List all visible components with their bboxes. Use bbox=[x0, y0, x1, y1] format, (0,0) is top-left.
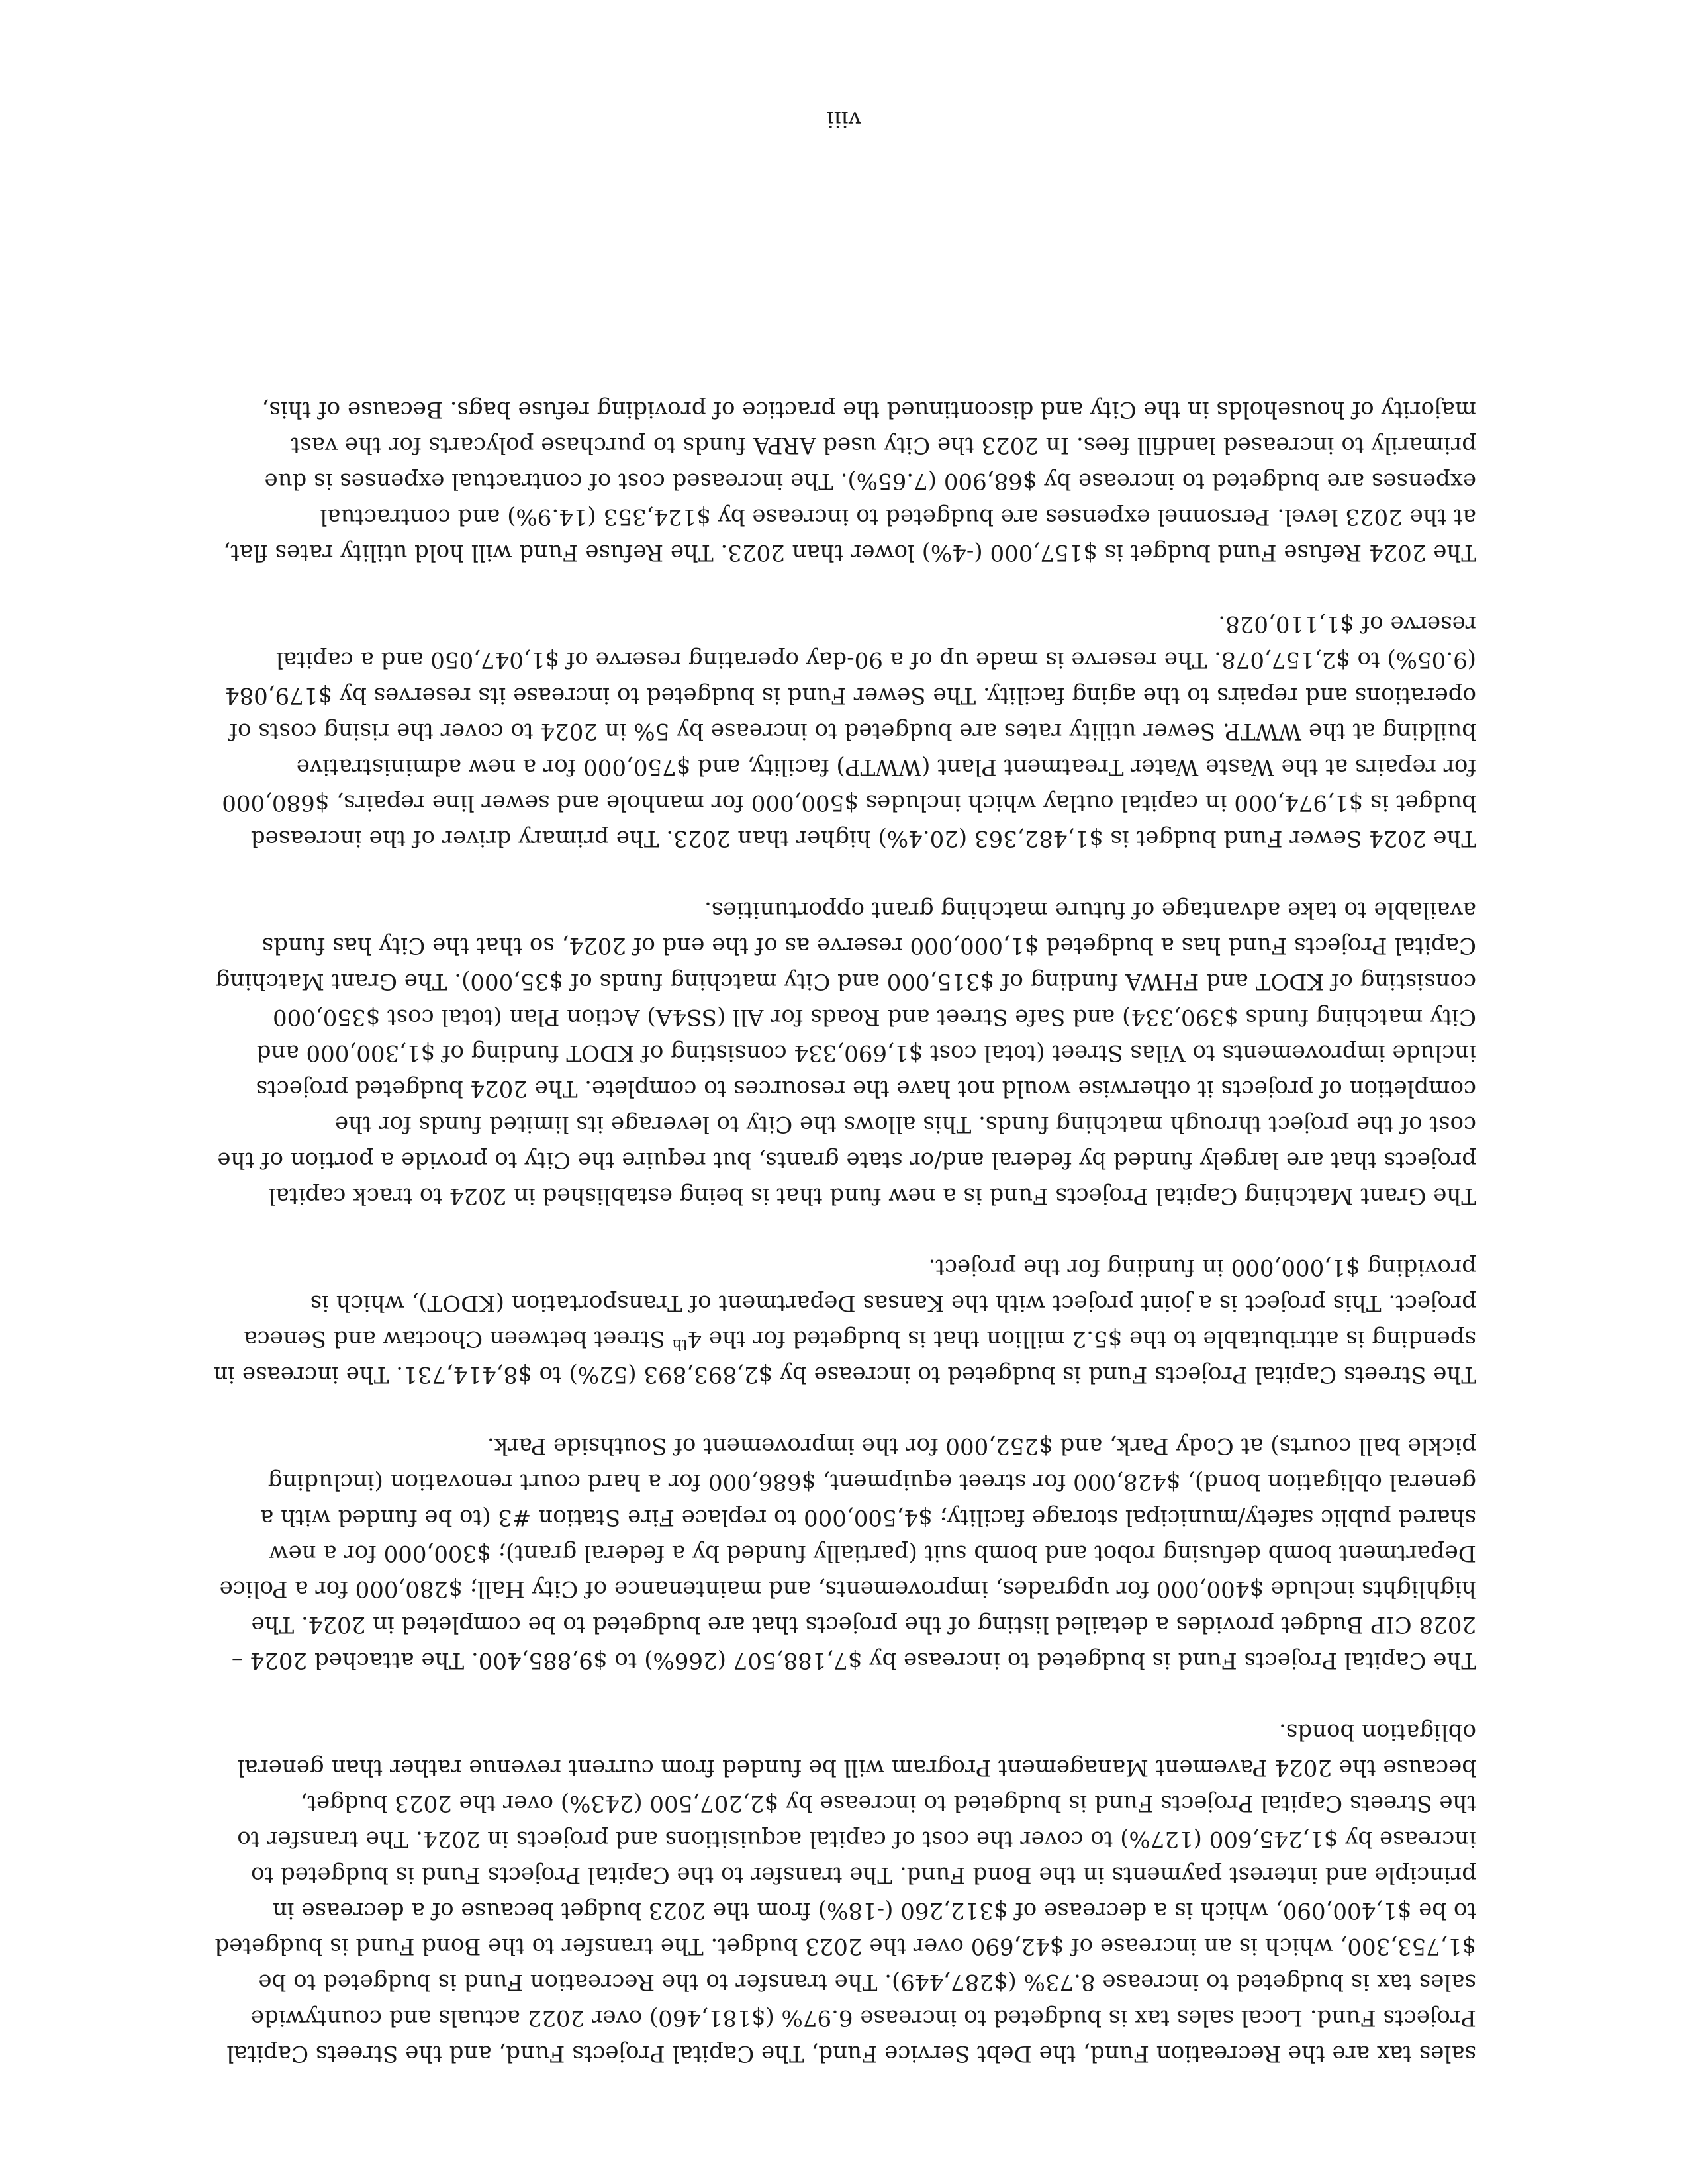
streets-ordinal-suffix: th bbox=[672, 1336, 688, 1353]
paragraph-sales-tax: sales tax are the Recreation Fund, the Debt Service Fund, The Capital Projects Fund, and the Streets Capital Projects Fund. Local sales tax is budgeted to increase 6.97% ($181,460) over 2022 actuals and countywide sales tax is budgeted to increase 8.73% ($287,449). The transfer to the Recreation Fund is budgeted to be $1,753,300, which is an increase of $42,690 over the 2023 budget. The transfer to the Bond Fund is budgeted to be $1,400,090, which is a decrease of $312,260 (-18%) from the 2023 budget because of a decrease in principle and interest payments in the Bond Fund. The transfer to the Capital Projects Fund is budgeted to increase by $1,245,600 (127%) to cover the cost of capital acquisitions and projects in 2024. The transfer to the Streets Capital Projects Fund is budgeted to increase by $2,207,500 (243%) over the 2023 budget, because the 2024 Pavement Management Program will be funded from current revenue rather than general obligation bonds. bbox=[214, 1719, 1476, 2067]
paragraph-refuse-fund: The 2024 Refuse Fund budget is $157,000 (-4%) lower than 2023. The Refuse Fund will hold utility rates flat, at the 2023 level. Personnel expenses are budgeted to increase by $124,353 (14.9%) and contractual expenses are budgeted to increase by $68,900 (7.65%). The increased cost of contractual expenses is due primarily to increased landfill fees. In 2023 the City used ARPA funds to purchase polycarts for the vast majority of households in the City and discontinued the practice of providing refuse bags. Because of this, bbox=[223, 396, 1476, 566]
streets-text-before: The Streets Capital Projects Fund is budgeted to increase by $2,893,893 (52%) to $8,414,731. The increase in spending is attributable to the $5.2 million that is budgeted for the 4 bbox=[213, 1326, 1476, 1388]
streets-text-after: Street between Choctaw and Seneca project. This project is a joint project with the Kansas Department of Transportation (KDOT), which is providing $1,000,000 in funding for the project. bbox=[244, 1254, 1476, 1352]
paragraph-grant-matching-fund: The Grant Matching Capital Projects Fund is a new fund that is being established in 2024 to track capital projects that are largely funded by federal and/or state grants, but require the City to provide a portion of the cost of the project through matching funds. This allows the City to leverage its limited funds for the completion of projects it otherwise would not have the resources to complete. The 2024 budgeted projects include improvements to Vilas Street (total cost $1,690,334 consisting of KDOT funding of $1,300,000 and City matching funds $390,334) and Safe Street and Roads for All (SS4A) Action Plan (total cost $350,000 consisting of KDOT and FHWA funding of $315,000 and City matching funds of $35,000). The Grant Matching Capital Projects Fund has a budgeted $1,000,000 reserve as of the end of 2024, so that the City has funds available to take advantage of future matching grant opportunities. bbox=[215, 897, 1476, 1209]
paragraph-sewer-fund: The 2024 Sewer Fund budget is $1,482,363 (20.4%) higher than 2023. The primary driver of the increased budget is $1,974,000 in capital outlay which includes $500,000 for manhole and sewer line repairs, $680,000 for repairs at the Waste Water Treatment Plant (WWTP) facility, and $750,000 for a new administrative building at the WWTP. Sewer utility rates are budgeted to increase by 5% in 2024 to cover the rising costs of operations and repairs to the aging facility. The Sewer Fund is budgeted to increase its reserves by $179,084 (9.05%) to $2,157,078. The reserve is made up of a 90-day operating reserve of $1,047,050 and a capital reserve of $1,110,028. bbox=[222, 611, 1476, 852]
body-text bbox=[212, 356, 1476, 2071]
page-number: viii bbox=[827, 106, 861, 132]
paragraph-streets-capital-projects-fund bbox=[212, 1250, 1476, 1392]
paragraph-capital-projects-fund: The Capital Projects Fund is budgeted to increase by $7,188,507 (266%) to $9,885,400. The attached 2024 – 2028 CIP Budget provides a detailed listing of the projects that are budgeted to be completed in 2024. The highlights include $400,000 for upgrades, improvements, and maintenance of City Hall; $280,000 for a Police Department bomb defusing robot and bomb suit (partially funded by a federal grant); $300,000 for a new shared public safety/municipal storage facility; $4,500,000 to replace Fire Station #3 (to be funded with a general obligation bond), $428,000 for street equipment, $686,000 for a hard court renovation (including pickle ball courts) at Cody Park, and $252,000 for the improvement of Southside Park. bbox=[219, 1433, 1476, 1674]
